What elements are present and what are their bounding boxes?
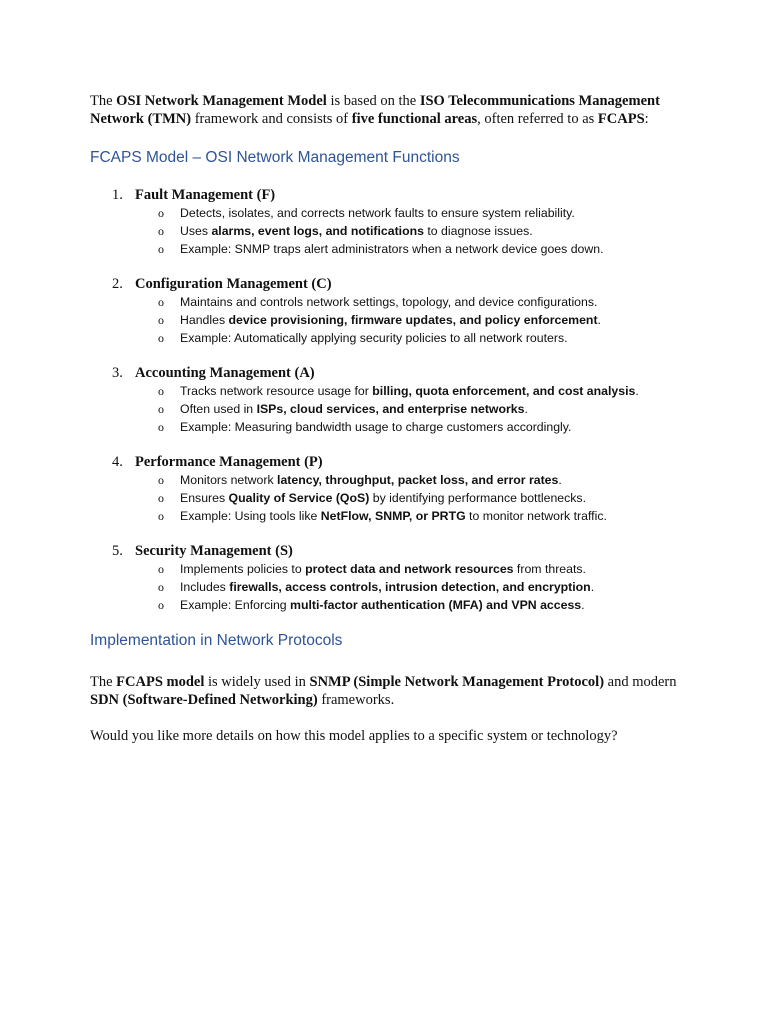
bullet-text: .: [590, 580, 595, 594]
bullet-text: to diagnose issues.: [423, 224, 533, 238]
paragraph-text: frameworks.: [317, 692, 395, 708]
list-item: [90, 400, 680, 418]
list-item: [90, 471, 680, 489]
list-item: [90, 204, 680, 222]
paragraph-text: and modern: [604, 674, 677, 690]
list-item: [90, 507, 680, 525]
bullet-list: [90, 382, 680, 436]
bullet-bold: firewalls, access controls, intrusion detection, and encryption: [229, 580, 591, 594]
list-item: [90, 293, 680, 311]
item-title: Accounting Management (A): [135, 365, 315, 381]
bullet-text: .: [524, 402, 528, 416]
section-heading-implementation: Implementation in Network Protocols: [90, 632, 343, 649]
bullet-text: Often used in: [180, 402, 257, 416]
bullet-marker: o: [158, 598, 164, 612]
list-item: [90, 382, 680, 400]
item-number: 3.: [112, 365, 123, 381]
item-heading: [90, 453, 680, 471]
bullet-marker: o: [158, 420, 164, 434]
bullet-marker: o: [158, 580, 164, 594]
bullet-marker: o: [158, 224, 164, 238]
item-title: Security Management (S): [135, 543, 293, 559]
list-item: [90, 418, 680, 436]
bullet-text: Monitors network: [180, 473, 278, 487]
fcaps-list: [90, 186, 680, 614]
bullet-marker: o: [158, 242, 164, 256]
bullet-list: [90, 293, 680, 347]
bullet-text: Includes: [180, 580, 230, 594]
bullet-bold: ISPs, cloud services, and enterprise networks: [256, 402, 525, 416]
bullet-bold: alarms, event logs, and notifications: [211, 224, 424, 238]
paragraph-bold: SNMP (Simple Network Management Protocol): [309, 674, 605, 690]
list-item: [90, 329, 680, 347]
intro-text: :: [644, 111, 649, 127]
bullet-text: by identifying performance bottlenecks.: [369, 491, 586, 505]
bullet-text: .: [597, 313, 601, 327]
bullet-bold: protect data and network resources: [305, 562, 514, 576]
bullet-text: Detects, isolates, and corrects network faults to ensure system reliability.: [180, 206, 575, 220]
bullet-bold: NetFlow, SNMP, or PRTG: [320, 509, 466, 523]
list-item: [90, 240, 680, 258]
bullet-list: [90, 471, 680, 525]
bullet-text: Uses: [180, 224, 212, 238]
fcaps-item-security: [90, 542, 680, 614]
item-number: 4.: [112, 454, 123, 470]
bullet-marker: o: [158, 313, 164, 327]
paragraph-bold: SDN (Software-Defined Networking): [90, 692, 318, 708]
bullet-text: Implements policies to: [180, 562, 306, 576]
bullet-marker: o: [158, 562, 164, 576]
list-item: [90, 560, 680, 578]
item-title: Fault Management (F): [135, 187, 276, 203]
paragraph-bold: FCAPS model: [116, 674, 205, 690]
intro-text: , often referred to as: [477, 111, 598, 127]
bullet-text: Example: SNMP traps alert administrators when a network device goes down.: [180, 242, 604, 256]
bullet-bold: device provisioning, firmware updates, and policy enforcement: [228, 313, 598, 327]
list-item: [90, 489, 680, 507]
bullet-text: Handles: [180, 313, 229, 327]
bullet-text: Maintains and controls network settings, topology, and device configurations.: [180, 295, 598, 309]
intro-bold: FCAPS: [597, 111, 645, 127]
list-item: [90, 311, 680, 329]
item-title: Configuration Management (C): [135, 276, 332, 292]
item-heading: [90, 186, 680, 204]
bullet-text: .: [558, 473, 562, 487]
closing-question: Would you like more details on how this model applies to a specific system or technology?: [90, 728, 618, 744]
intro-bold: five functional areas: [351, 111, 478, 127]
section-heading-fcaps: FCAPS Model – OSI Network Management Functions: [90, 149, 460, 166]
bullet-marker: o: [158, 509, 164, 523]
bullet-text: Example: Enforcing: [180, 598, 291, 612]
item-number: 1.: [112, 187, 123, 203]
item-heading: [90, 364, 680, 382]
item-heading: [90, 542, 680, 560]
intro-text: is based on the: [326, 93, 420, 109]
intro-text: framework and consists of: [191, 111, 352, 127]
document-page: [90, 92, 680, 745]
bullet-marker: o: [158, 331, 164, 345]
fcaps-item-fault: [90, 186, 680, 258]
bullet-marker: o: [158, 384, 164, 398]
item-number: 2.: [112, 276, 123, 292]
bullet-text: .: [635, 384, 639, 398]
list-item: [90, 596, 680, 614]
paragraph-text: The: [90, 674, 117, 690]
fcaps-item-performance: [90, 453, 680, 525]
bullet-text: Ensures: [180, 491, 229, 505]
bullet-text: to monitor network traffic.: [465, 509, 607, 523]
bullet-text: from threats.: [513, 562, 586, 576]
fcaps-item-accounting: [90, 364, 680, 436]
list-item: [90, 578, 680, 596]
bullet-text: Example: Automatically applying security policies to all network routers.: [180, 331, 568, 345]
bullet-text: Example: Using tools like: [180, 509, 321, 523]
bullet-bold: multi-factor authentication (MFA) and VPN access: [290, 598, 582, 612]
item-title: Performance Management (P): [135, 454, 323, 470]
bullet-text: .: [581, 598, 585, 612]
bullet-bold: Quality of Service (QoS): [228, 491, 370, 505]
item-heading: [90, 275, 680, 293]
bullet-text: Tracks network resource usage for: [180, 384, 373, 398]
bullet-list: [90, 560, 680, 614]
fcaps-item-configuration: [90, 275, 680, 347]
bullet-list: [90, 204, 680, 258]
bullet-bold: billing, quota enforcement, and cost analysis: [372, 384, 636, 398]
implementation-paragraph: [90, 673, 680, 709]
bullet-text: Example: Measuring bandwidth usage to charge customers accordingly.: [180, 420, 572, 434]
bullet-marker: o: [158, 295, 164, 309]
intro-bold: OSI Network Management Model: [116, 93, 327, 109]
bullet-marker: o: [158, 473, 164, 487]
paragraph-text: is widely used in: [204, 674, 310, 690]
intro-paragraph: [90, 92, 680, 128]
bullet-bold: latency, throughput, packet loss, and error rates: [277, 473, 559, 487]
intro-bold: ISO Telecommunications Management Network (TMN): [90, 93, 660, 127]
bullet-marker: o: [158, 206, 164, 220]
bullet-marker: o: [158, 491, 164, 505]
bullet-marker: o: [158, 402, 164, 416]
item-number: 5.: [112, 543, 123, 559]
intro-text: The: [90, 93, 117, 109]
list-item: [90, 222, 680, 240]
